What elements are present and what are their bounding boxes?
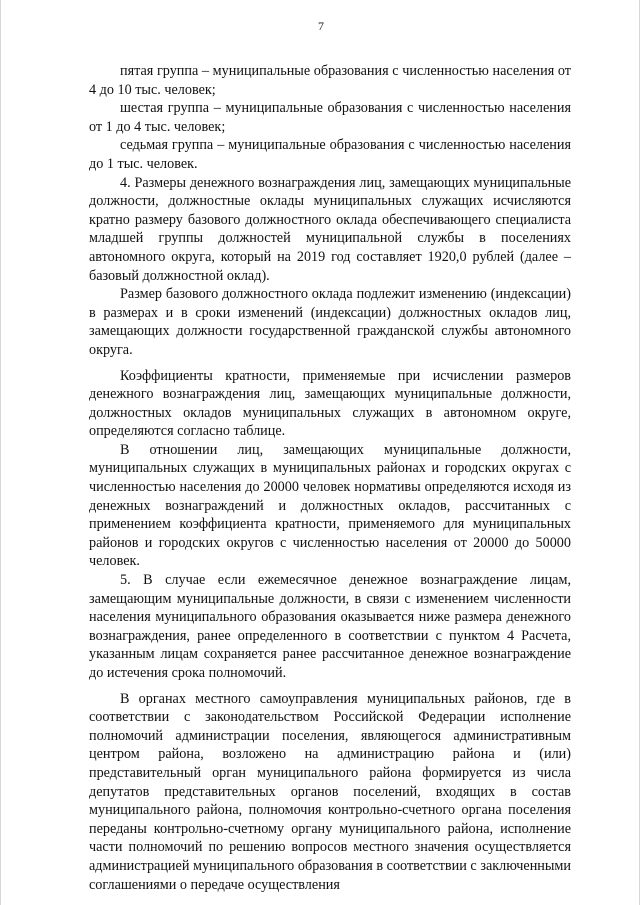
document-body [89,62,571,894]
paragraph-item-4: 4. Размеры денежного вознаграждения лиц, замещающих муниципальные должности, должностные оклады муниципальных служащих исчисляются кратно размеру базового должностного оклада обеспечивающего специалиста младшей группы должностей муниципальной службы в поселениях автономного округа, который на 2019 год составляет 1920,0 рублей (далее – базовый должностной оклад). [89,174,571,284]
paragraph-item-5: 5. В случае если ежемесячное денежное вознаграждение лицам, замещающим муниципальные должности, в связи с изменением численности населения муниципального образования оказывается ниже размера денежного вознаграждения, ранее определенного в соответствии с пунктом 4 Расчета, указанным лицам сохраняется ранее рассчитанное денежное вознаграждение до истечения срока полномочий. [89,572,571,681]
page-number: 7 [318,19,324,33]
paragraph-base-salary-indexation: Размер базового должностного оклада подлежит изменению (индексации) в размерах и в сроки изменений (индексации) должностных окладов лиц, замещающих должности государственной гражданской службы автономного округа. [89,286,571,358]
paragraph-group-seven: седьмая группа – муниципальные образования с численностью населения до 1 тыс. человек. [89,137,571,172]
paragraph-group-five: пятая группа – муниципальные образования с численностью населения от 4 до 10 тыс. человек; [89,63,571,98]
paragraph-population-threshold: В отношении лиц, замещающих муниципальные должности, муниципальных служащих в муниципальных районах и городских округах с численностью населения до 20000 человек нормативы определяются исходя из денежных вознаграждений и должностных окладов, рассчитанных с применением коэффициента кратности, применяемого для муниципальных районов и городских округов с численностью населения от 20000 до 50000 человек. [89,441,571,570]
paragraph-local-government-bodies: В органах местного самоуправления муниципальных районов, где в соответствии с законодательством Российской Федерации исполнение полномочий администрации поселения, являющегося административным центром района, возложено на администрацию района и (или) представительный орган муниципального района формируется из числа депутатов представительных органов поселений, входящих в состав муниципального района, полномочия контрольно-счетного органа поселения переданы контрольно-счетному органу муниципального района, исполнение части полномочий по решению вопросов местного значения осуществляется администрацией муниципального образования в соответствии с заключенными соглашениями о передаче осуществления [89,690,571,893]
paragraph-coefficients: Коэффициенты кратности, применяемые при исчислении размеров денежного вознаграждения лиц, замещающих муниципальные должности, должностных окладов муниципальных служащих в автономном округе, определяются согласно таблице. [89,367,571,440]
paragraph-group-six: шестая группа – муниципальные образования с численностью населения от 1 до 4 тыс. человек; [89,100,571,135]
